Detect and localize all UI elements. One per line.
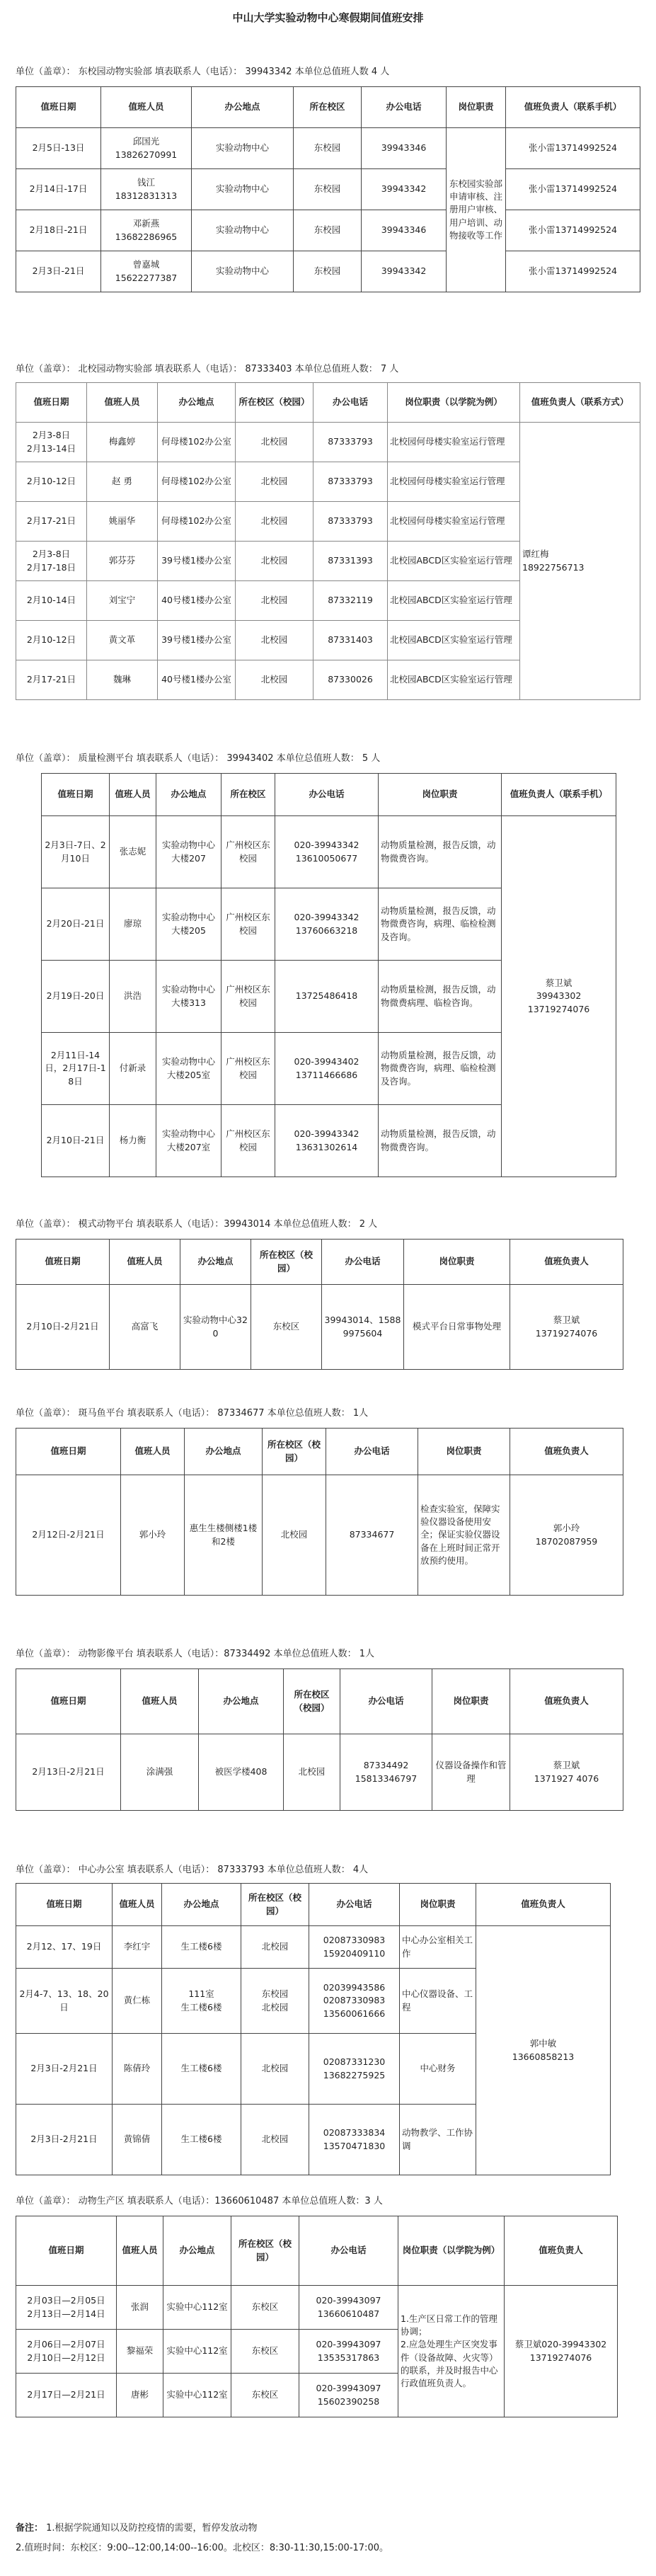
cell-phone: 020-39943097 13535317863 <box>299 2330 398 2374</box>
cell-office: 实验动物中心 <box>192 169 294 210</box>
header-duty: 岗位职责（以学院为例） <box>398 2216 505 2286</box>
cell-staff: 曾嘉城 15622277387 <box>101 251 192 292</box>
header-campus: 所在校区（校园） <box>251 1240 322 1285</box>
cell-date: 2月17-21日 <box>16 660 87 700</box>
cell-staff: 黎福荣 <box>117 2330 163 2374</box>
cell-duty: 1.生产区日常工作的管理协调； 2.应急处理生产区突发事件（设备故障、火灾等）的联系，并及时报告中心行政值班负责人。 <box>398 2286 505 2417</box>
header-date: 值班日期 <box>16 383 87 423</box>
cell-staff: 赵 勇 <box>87 462 158 502</box>
duty-table-imaging-platform <box>16 1668 623 1811</box>
header-leader: 值班负责人 <box>510 1240 623 1285</box>
cell-campus: 东校区 <box>231 2330 299 2374</box>
cell-campus: 北校园 <box>263 1475 326 1596</box>
header-staff: 值班人员 <box>101 87 192 128</box>
cell-staff: 唐彬 <box>117 2374 163 2417</box>
header-date: 值班日期 <box>16 2216 117 2286</box>
cell-duty: 动物质量检测，报告反馈，动物微费咨询。 <box>379 816 502 888</box>
cell-staff: 黄锦倩 <box>113 2105 162 2175</box>
cell-leader: 郭小玲 18702087959 <box>510 1475 623 1596</box>
cell-date: 2月3日-2月21日 <box>16 2105 113 2175</box>
cell-staff: 魏琳 <box>87 660 158 700</box>
header-staff: 值班人员 <box>121 1429 185 1475</box>
page-title: 中山大学实验动物中心寒假期间值班安排 <box>232 11 424 24</box>
cell-date: 2月06日—2月07日 2月10日—2月12日 <box>16 2330 117 2374</box>
header-duty: 岗位职责 <box>418 1429 510 1475</box>
cell-duty: 仪器设备操作和管理 <box>432 1734 510 1811</box>
cell-date: 2月14日-17日 <box>16 169 101 210</box>
cell-phone: 13725486418 <box>275 961 379 1033</box>
cell-date: 2月03日—2月05日 2月13日—2月14日 <box>16 2286 117 2330</box>
cell-date: 2月4-7、13、18、20日 <box>16 1969 113 2034</box>
cell-staff: 黄仁栋 <box>113 1969 162 2034</box>
cell-office: 实验中心112室 <box>163 2330 231 2374</box>
header-phone: 办公电话 <box>299 2216 398 2286</box>
remark-line-2: 2.值班时间：东校区：9:00--12:00,14:00--16:00。北校区：8:30-11:30,15:00-17:00。 <box>16 2543 389 2553</box>
cell-phone: 39943346 <box>362 210 447 251</box>
header-staff: 值班人员 <box>110 774 156 816</box>
cell-date: 2月3日-2月21日 <box>16 2034 113 2105</box>
unit-line-1: 单位（盖章）： 东校园动物实验部 填表联系人（电话）： 39943342 本单位总值班人数 4 人 <box>16 67 390 77</box>
header-phone: 办公电话 <box>326 1429 418 1475</box>
remark-label: 备注： <box>16 2523 44 2534</box>
cell-duty: 动物质量检测，报告反馈，动物微费咨询，病理、临检检测及咨询。 <box>379 888 502 961</box>
cell-staff: 洪浩 <box>110 961 156 1033</box>
cell-staff: 廖琼 <box>110 888 156 961</box>
header-phone: 办公电话 <box>313 383 388 423</box>
cell-office: 生工楼6楼 <box>162 1926 241 1969</box>
cell-phone: 39943342 <box>362 251 447 292</box>
cell-phone: 020-39943097 15602390258 <box>299 2374 398 2417</box>
cell-duty: 检查实验室，保障实验仪器设备使用安全；保证实验仪器设备在上班时间正常开放预约使用。 <box>418 1475 510 1596</box>
header-duty: 岗位职责 <box>400 1884 476 1926</box>
cell-date: 2月20日-21日 <box>42 888 110 961</box>
cell-office: 40号楼1楼办公室 <box>158 581 236 621</box>
header-date: 值班日期 <box>16 1884 113 1926</box>
header-office: 办公地点 <box>180 1240 251 1285</box>
cell-date: 2月11日-14日，2月17日-18日 <box>42 1033 110 1105</box>
cell-duty: 中心仪器设备、工程 <box>400 1969 476 2034</box>
cell-leader: 蔡卫斌 13719274076 <box>510 1285 623 1370</box>
cell-office: 实验中心112室 <box>163 2374 231 2417</box>
cell-staff: 张润 <box>117 2286 163 2330</box>
cell-date: 2月17日—2月21日 <box>16 2374 117 2417</box>
duty-table-quality-platform <box>41 773 616 1177</box>
header-duty: 岗位职责 <box>447 87 506 128</box>
cell-campus: 北校园 <box>236 621 313 660</box>
cell-staff: 张志妮 <box>110 816 156 888</box>
cell-phone: 02087331230 13682275925 <box>309 2034 400 2105</box>
unit-line-2: 单位（盖章）： 北校园动物实验部 填表联系人（电话）： 87333403 本单位总值班人数： 7 人 <box>16 364 399 374</box>
cell-date: 2月5日-13日 <box>16 128 101 169</box>
cell-staff: 姚丽华 <box>87 502 158 542</box>
cell-duty: 北校园ABCD区实验室运行管理 <box>388 621 520 660</box>
cell-campus: 广州校区东校园 <box>221 1105 275 1177</box>
cell-phone: 87333793 <box>313 462 388 502</box>
cell-office: 实验动物中心大楼207 <box>156 816 221 888</box>
cell-duty: 动物质量检测，报告反馈，动物微费咨询。 <box>379 1105 502 1177</box>
cell-staff: 高富飞 <box>110 1285 180 1370</box>
cell-office: 实验动物中心大楼205室 <box>156 1033 221 1105</box>
cell-campus: 北校园 <box>236 581 313 621</box>
unit-line-6: 单位（盖章）： 动物影像平台 填表联系人（电话）：87334492 本单位总值班人数： 1人 <box>16 1649 374 1659</box>
cell-staff: 刘宝宁 <box>87 581 158 621</box>
cell-campus: 东校园 <box>294 169 362 210</box>
header-phone: 办公电话 <box>275 774 379 816</box>
header-date: 值班日期 <box>16 1429 121 1475</box>
cell-office: 生工楼6楼 <box>162 2105 241 2175</box>
duty-table-east-lab <box>16 86 640 292</box>
cell-campus: 东校区 <box>251 1285 322 1370</box>
cell-date: 2月10-12日 <box>16 462 87 502</box>
duty-table-model-animal-platform <box>16 1239 623 1370</box>
duty-table-central-office <box>16 1883 611 2175</box>
cell-staff: 涂满强 <box>121 1734 199 1811</box>
cell-date: 2月3-8日 2月17-18日 <box>16 542 87 581</box>
header-duty: 岗位职责 <box>404 1240 510 1285</box>
header-phone: 办公电话 <box>322 1240 404 1285</box>
cell-campus: 广州校区东校园 <box>221 961 275 1033</box>
header-campus: 所在校区（校园） <box>241 1884 309 1926</box>
cell-office: 实验动物中心大楼207室 <box>156 1105 221 1177</box>
cell-office: 111室 生工楼6楼 <box>162 1969 241 2034</box>
cell-office: 实验动物中心 <box>192 210 294 251</box>
cell-phone: 87334492 15813346797 <box>340 1734 432 1811</box>
cell-duty: 模式平台日常事物处理 <box>404 1285 510 1370</box>
cell-office: 何母楼102办公室 <box>158 462 236 502</box>
cell-duty: 北校园ABCD区实验室运行管理 <box>388 581 520 621</box>
duty-table-zebrafish-platform <box>16 1428 623 1596</box>
header-phone: 办公电话 <box>340 1669 432 1734</box>
cell-campus: 东校园 <box>294 128 362 169</box>
header-staff: 值班人员 <box>87 383 158 423</box>
cell-phone: 87331393 <box>313 542 388 581</box>
cell-staff: 杨力衡 <box>110 1105 156 1177</box>
cell-leader: 蔡卫斌 1371927 4076 <box>510 1734 623 1811</box>
cell-phone: 020-39943342 13631302614 <box>275 1105 379 1177</box>
cell-leader: 张小雷13714992524 <box>506 169 640 210</box>
cell-office: 实验动物中心 <box>192 251 294 292</box>
cell-date: 2月13日-2月21日 <box>16 1734 121 1811</box>
cell-campus: 广州校区东校园 <box>221 816 275 888</box>
cell-leader: 郭中敏 13660858213 <box>476 1926 611 2175</box>
cell-date: 2月19日-20日 <box>42 961 110 1033</box>
header-date: 值班日期 <box>16 87 101 128</box>
header-office: 办公地点 <box>158 383 236 423</box>
cell-campus: 东校园 北校园 <box>241 1969 309 2034</box>
cell-office: 生工楼6楼 <box>162 2034 241 2105</box>
cell-campus: 北校园 <box>236 462 313 502</box>
cell-date: 2月17-21日 <box>16 502 87 542</box>
cell-staff: 黄文革 <box>87 621 158 660</box>
cell-date: 2月10-14日 <box>16 581 87 621</box>
cell-campus: 东校园 <box>294 210 362 251</box>
remark-line-1 <box>16 2520 258 2534</box>
cell-phone: 87333793 <box>313 423 388 462</box>
cell-office: 何母楼102办公室 <box>158 423 236 462</box>
cell-date: 2月10日-2月21日 <box>16 1285 110 1370</box>
header-office: 办公地点 <box>156 774 221 816</box>
cell-duty: 动物质量检测，报告反馈，动物微费咨询，病理、临检检测及咨询。 <box>379 1033 502 1105</box>
header-leader: 值班负责人 <box>510 1429 623 1475</box>
cell-campus: 东校区 <box>231 2374 299 2417</box>
cell-date: 2月10日-21日 <box>42 1105 110 1177</box>
cell-office: 实验动物中心大楼205 <box>156 888 221 961</box>
cell-campus: 北校园 <box>236 542 313 581</box>
cell-leader: 张小雷13714992524 <box>506 128 640 169</box>
cell-staff: 邓新燕 13682286965 <box>101 210 192 251</box>
cell-phone: 020-39943342 13610050677 <box>275 816 379 888</box>
cell-office: 惠生生楼侧楼1楼和2楼 <box>185 1475 263 1596</box>
header-date: 值班日期 <box>16 1240 110 1285</box>
cell-phone: 020-39943402 13711466686 <box>275 1033 379 1105</box>
header-campus: 所在校区 <box>294 87 362 128</box>
cell-office: 何母楼102办公室 <box>158 502 236 542</box>
header-office: 办公地点 <box>162 1884 241 1926</box>
cell-office: 39号楼1楼办公室 <box>158 542 236 581</box>
header-office: 办公地点 <box>185 1429 263 1475</box>
unit-line-5: 单位（盖章）： 斑马鱼平台 填表联系人（电话）： 87334677 本单位总值班人数： 1人 <box>16 1408 369 1419</box>
cell-phone: 39943014、15889975604 <box>322 1285 404 1370</box>
cell-phone: 02087330983 15920409110 <box>309 1926 400 1969</box>
cell-phone: 39943342 <box>362 169 447 210</box>
cell-staff: 郭芬芬 <box>87 542 158 581</box>
header-campus: 所在校区（校园） <box>231 2216 299 2286</box>
header-staff: 值班人员 <box>113 1884 162 1926</box>
cell-staff: 邱国光 13826270991 <box>101 128 192 169</box>
cell-date: 2月3-8日 2月13-14日 <box>16 423 87 462</box>
cell-phone: 020-39943342 13760663218 <box>275 888 379 961</box>
unit-line-3: 单位（盖章）： 质量检测平台 填表联系人（电话）： 39943402 本单位总值班人数： 5 人 <box>16 753 381 764</box>
cell-phone: 87330026 <box>313 660 388 700</box>
cell-staff: 梅鑫婷 <box>87 423 158 462</box>
header-office: 办公地点 <box>192 87 294 128</box>
cell-leader: 谭红梅 18922756713 <box>520 423 640 700</box>
cell-phone: 020-39943097 13660610487 <box>299 2286 398 2330</box>
cell-campus: 北校园 <box>236 660 313 700</box>
header-office: 办公地点 <box>163 2216 231 2286</box>
cell-phone: 87332119 <box>313 581 388 621</box>
cell-date: 2月12、17、19日 <box>16 1926 113 1969</box>
cell-staff: 郭小玲 <box>121 1475 185 1596</box>
cell-duty: 动物质量检测，报告反馈，动物微费病理、临检咨询。 <box>379 961 502 1033</box>
cell-office: 40号楼1楼办公室 <box>158 660 236 700</box>
header-leader: 值班负责人（联系手机） <box>506 87 640 128</box>
header-date: 值班日期 <box>42 774 110 816</box>
cell-duty: 北校园何母楼实验室运行管理 <box>388 423 520 462</box>
header-campus: 所在校区（校园） <box>284 1669 340 1734</box>
cell-leader: 蔡卫斌020-39943302 13719274076 <box>505 2286 618 2417</box>
cell-leader: 张小雷13714992524 <box>506 251 640 292</box>
cell-campus: 北校园 <box>236 502 313 542</box>
cell-office: 实验动物中心大楼313 <box>156 961 221 1033</box>
cell-campus: 东校园 <box>294 251 362 292</box>
header-campus: 所在校区（校园） <box>236 383 313 423</box>
unit-line-8: 单位（盖章）： 动物生产区 填表联系人（电话）：13660610487 本单位总值班人数：3 人 <box>16 2196 383 2206</box>
duty-table-north-lab <box>16 382 640 700</box>
header-date: 值班日期 <box>16 1669 121 1734</box>
cell-staff: 陈倩玲 <box>113 2034 162 2105</box>
remark-text-1: 1.根据学院通知以及防控疫情的需要，暂停发放动物 <box>46 2523 258 2534</box>
cell-phone: 87334677 <box>326 1475 418 1596</box>
header-staff: 值班人员 <box>117 2216 163 2286</box>
cell-date: 2月10-12日 <box>16 621 87 660</box>
cell-staff: 钱江 18312831313 <box>101 169 192 210</box>
cell-leader: 张小雷13714992524 <box>506 210 640 251</box>
cell-staff: 付新录 <box>110 1033 156 1105</box>
cell-date: 2月18日-21日 <box>16 210 101 251</box>
cell-duty: 东校园实验部申请审核、注册用户审核、用户培训、动物接收等工作 <box>447 128 506 292</box>
cell-office: 实验动物中心320 <box>180 1285 251 1370</box>
header-phone: 办公电话 <box>362 87 447 128</box>
header-leader: 值班负责人 <box>510 1669 623 1734</box>
cell-campus: 北校园 <box>241 1926 309 1969</box>
unit-line-4: 单位（盖章）： 模式动物平台 填表联系人（电话）：39943014 本单位总值班人数： 2 人 <box>16 1219 378 1230</box>
header-leader: 值班负责人 <box>476 1884 611 1926</box>
duty-table-production-area <box>16 2216 618 2417</box>
cell-phone: 87333793 <box>313 502 388 542</box>
cell-duty: 北校园何母楼实验室运行管理 <box>388 502 520 542</box>
header-duty: 岗位职责（以学院为例） <box>388 383 520 423</box>
header-leader: 值班负责人（联系方式） <box>520 383 640 423</box>
cell-leader: 蔡卫斌 39943302 13719274076 <box>502 816 616 1177</box>
header-office: 办公地点 <box>199 1669 284 1734</box>
cell-date: 2月3日-21日 <box>16 251 101 292</box>
cell-duty: 中心财务 <box>400 2034 476 2105</box>
cell-office: 被医学楼408 <box>199 1734 284 1811</box>
header-campus: 所在校区 <box>221 774 275 816</box>
cell-campus: 广州校区东校园 <box>221 1033 275 1105</box>
cell-phone: 02087333834 13570471830 <box>309 2105 400 2175</box>
header-duty: 岗位职责 <box>379 774 502 816</box>
cell-duty: 北校园何母楼实验室运行管理 <box>388 462 520 502</box>
cell-office: 实验动物中心 <box>192 128 294 169</box>
cell-staff: 李红宇 <box>113 1926 162 1969</box>
header-campus: 所在校区（校园） <box>263 1429 326 1475</box>
cell-campus: 北校园 <box>241 2105 309 2175</box>
cell-campus: 北校园 <box>241 2034 309 2105</box>
header-staff: 值班人员 <box>121 1669 199 1734</box>
header-duty: 岗位职责 <box>432 1669 510 1734</box>
cell-date: 2月3日-7日、2月10日 <box>42 816 110 888</box>
cell-campus: 东校区 <box>231 2286 299 2330</box>
cell-phone: 39943346 <box>362 128 447 169</box>
cell-campus: 北校园 <box>284 1734 340 1811</box>
unit-line-7: 单位（盖章）： 中心办公室 填表联系人（电话）： 87333793 本单位总值班人数： 4人 <box>16 1865 369 1875</box>
cell-duty: 中心办公室相关工作 <box>400 1926 476 1969</box>
cell-phone: 87331403 <box>313 621 388 660</box>
cell-phone: 02039943586 02087330983 13560061666 <box>309 1969 400 2034</box>
header-phone: 办公电话 <box>309 1884 400 1926</box>
cell-office: 实验中心112室 <box>163 2286 231 2330</box>
cell-campus: 北校园 <box>236 423 313 462</box>
cell-office: 39号楼1楼办公室 <box>158 621 236 660</box>
cell-duty: 北校园ABCD区实验室运行管理 <box>388 660 520 700</box>
cell-date: 2月12日-2月21日 <box>16 1475 121 1596</box>
header-staff: 值班人员 <box>110 1240 180 1285</box>
header-leader: 值班负责人 <box>505 2216 618 2286</box>
cell-duty: 动物教学、工作协调 <box>400 2105 476 2175</box>
cell-campus: 广州校区东校园 <box>221 888 275 961</box>
cell-duty: 北校园ABCD区实验室运行管理 <box>388 542 520 581</box>
header-leader: 值班负责人（联系手机） <box>502 774 616 816</box>
